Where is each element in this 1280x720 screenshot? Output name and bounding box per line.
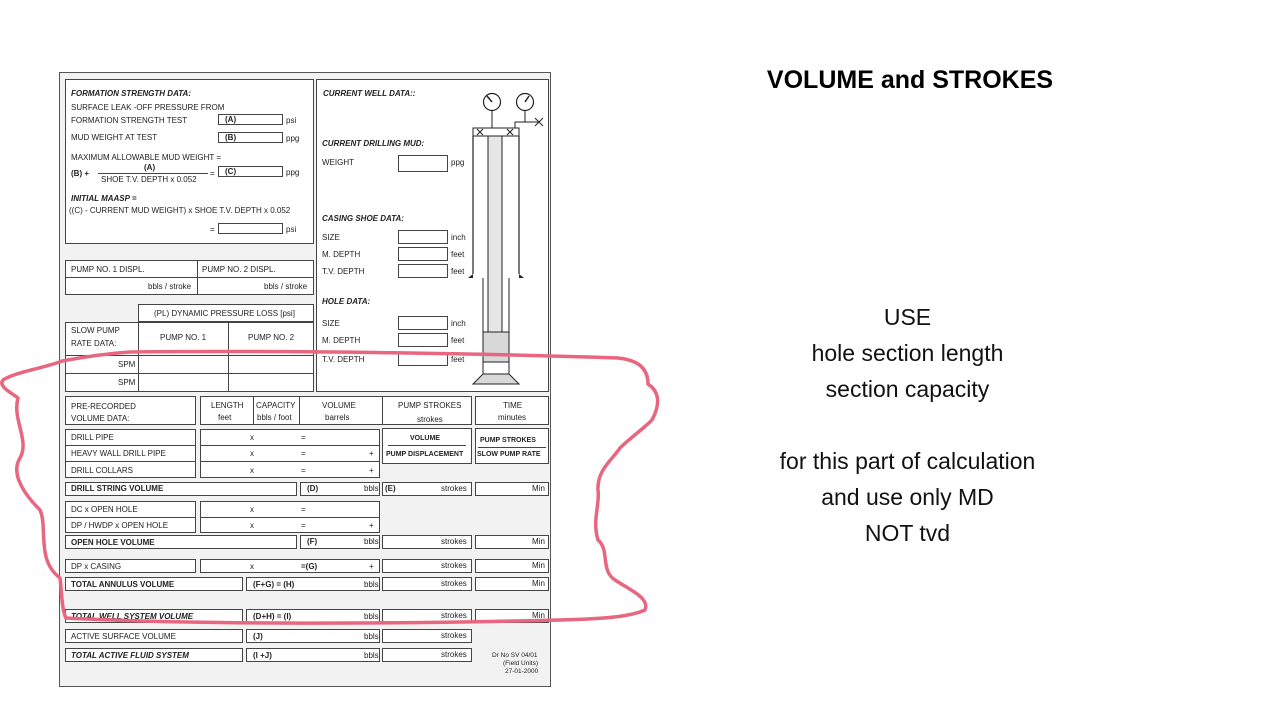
- strokes-formula-box: VOLUME PUMP DISPLACEMENT: [382, 428, 472, 464]
- leak-off-pressure-field[interactable]: (A): [218, 114, 283, 125]
- length-header: LENGTH: [211, 401, 244, 410]
- casing-tvd-label: T.V. DEPTH: [322, 267, 365, 276]
- current-mud-heading: CURRENT DRILLING MUD:: [322, 139, 425, 148]
- dp-oh-label: DP / HWDP x OPEN HOLE: [71, 521, 169, 530]
- active-surface-strokes-field[interactable]: strokes: [382, 629, 472, 643]
- mud-weight-test-label: MUD WEIGHT AT TEST: [71, 133, 158, 142]
- dpl-header: (PL) DYNAMIC PRESSURE LOSS [psi]: [138, 304, 314, 322]
- pump-no2-header: PUMP NO. 2: [248, 333, 295, 342]
- open-hole-calc[interactable]: x = x = +: [200, 501, 380, 533]
- drill-string-strokes-field[interactable]: (E) strokes: [382, 482, 472, 496]
- total-active-fluid-strokes-field[interactable]: strokes: [382, 648, 472, 662]
- volume-header: VOLUME: [322, 401, 356, 410]
- pump2-unit: bbls / stroke: [264, 282, 308, 291]
- fraction-numerator: (A): [144, 163, 156, 172]
- drill-string-calc[interactable]: x = x = + x = +: [200, 429, 380, 478]
- open-hole-volume-field[interactable]: (F) bbls: [300, 535, 380, 549]
- form-date: 27-01-2000: [505, 668, 539, 675]
- formation-heading: FORMATION STRENGTH DATA:: [71, 89, 191, 98]
- total-well-system-field[interactable]: (D+H) = (I) bbls: [246, 609, 380, 623]
- b-plus-label: (B) +: [71, 169, 89, 178]
- hole-size-unit: inch: [451, 319, 466, 328]
- note-line-1: USE: [883, 304, 932, 330]
- note-line-2: hole section length: [811, 340, 1004, 366]
- total-annulus-label-box: TOTAL ANNULUS VOLUME: [65, 577, 243, 591]
- fraction-denominator: SHOE T.V. DEPTH x 0.052: [101, 175, 197, 184]
- drill-string-volume-field[interactable]: (D) bbls: [300, 482, 380, 496]
- hole-tvd-label: T.V. DEPTH: [322, 355, 365, 364]
- total-active-fluid-field[interactable]: (I +J) bbls: [246, 648, 380, 662]
- casing-md-label: M. DEPTH: [322, 250, 361, 259]
- maasp-equals: =: [210, 225, 215, 234]
- total-well-system-time-field[interactable]: Min: [475, 609, 549, 623]
- casing-md-unit: feet: [451, 250, 465, 259]
- open-hole-time-field[interactable]: Min: [475, 535, 549, 549]
- dp-casing-strokes-field[interactable]: strokes: [382, 559, 472, 573]
- equals-sign: =: [210, 169, 215, 178]
- total-annulus-field[interactable]: (F+G) = (H) bbls: [246, 577, 380, 591]
- open-hole-strokes-field[interactable]: strokes: [382, 535, 472, 549]
- slide-title: VOLUME and STROKES: [766, 66, 1054, 94]
- hole-size-label: SIZE: [322, 319, 340, 328]
- hole-md-label: M. DEPTH: [322, 336, 361, 345]
- spm-label-2: SPM: [118, 378, 136, 387]
- ppg-unit-2: ppg: [286, 168, 300, 177]
- drill-pipe-label: DRILL PIPE: [71, 433, 114, 442]
- slow-pump-label-1: SLOW PUMP: [71, 326, 120, 335]
- leak-off-label-2: FORMATION STRENGTH TEST: [71, 116, 188, 125]
- maasp-heading: INITIAL MAASP =: [71, 194, 137, 203]
- note-line-6: NOT tvd: [864, 520, 951, 546]
- casing-size-label: SIZE: [322, 233, 340, 242]
- drill-string-volume-label-box: DRILL STRING VOLUME: [65, 482, 297, 496]
- capacity-unit: bbls / foot: [257, 413, 292, 422]
- max-mud-label: MAXIMUM ALLOWABLE MUD WEIGHT =: [71, 153, 222, 162]
- max-mud-field[interactable]: (C): [218, 166, 283, 177]
- total-active-fluid-label-box: TOTAL ACTIVE FLUID SYSTEM: [65, 648, 243, 662]
- current-well-heading: CURRENT WELL DATA::: [323, 89, 416, 98]
- drill-string-time-field[interactable]: Min: [475, 482, 549, 496]
- total-annulus-strokes-field[interactable]: strokes: [382, 577, 472, 591]
- pump1-unit: bbls / stroke: [148, 282, 192, 291]
- form-reference: Dr No SV 04/01: [492, 652, 538, 659]
- hwdp-label: HEAVY WALL DRILL PIPE: [71, 449, 166, 458]
- active-surface-field[interactable]: (J) bbls: [246, 629, 380, 643]
- pump2-displ-label: PUMP NO. 2 DISPL.: [202, 265, 276, 274]
- casing-shoe-heading: CASING SHOE DATA:: [322, 214, 404, 223]
- pump-strokes-header: PUMP STROKES strokes: [382, 396, 472, 425]
- pump1-displ-label: PUMP NO. 1 DISPL.: [71, 265, 145, 274]
- pre-recorded-header: PRE-RECORDED VOLUME DATA:: [65, 396, 196, 425]
- weight-unit: ppg: [451, 158, 465, 167]
- time-header: TIME minutes: [475, 396, 549, 425]
- ppg-unit: ppg: [286, 134, 300, 143]
- total-well-system-label-box: TOTAL WELL SYSTEM VOLUME: [65, 609, 243, 623]
- dp-casing-label-box: DP x CASING: [65, 559, 196, 573]
- open-hole-volume-label-box: OPEN HOLE VOLUME: [65, 535, 297, 549]
- total-annulus-time-field[interactable]: Min: [475, 577, 549, 591]
- hole-tvd-unit: feet: [451, 355, 465, 364]
- volume-unit: barrels: [325, 413, 350, 422]
- casing-size-unit: inch: [451, 233, 466, 242]
- pump-no1-header: PUMP NO. 1: [160, 333, 207, 342]
- leak-off-label-1: SURFACE LEAK -OFF PRESSURE FROM: [71, 103, 225, 112]
- dc-oh-label: DC x OPEN HOLE: [71, 505, 138, 514]
- dp-casing-calc[interactable]: x =(G) +: [200, 559, 380, 573]
- capacity-header: CAPACITY: [256, 401, 296, 410]
- note-line-3: section capacity: [825, 376, 990, 402]
- form-units: (Field Units): [503, 660, 539, 667]
- time-formula-box: PUMP STROKES SLOW PUMP RATE: [475, 428, 549, 464]
- spm-label-1: SPM: [118, 360, 136, 369]
- hole-data-heading: HOLE DATA:: [322, 297, 371, 306]
- total-well-system-strokes-field[interactable]: strokes: [382, 609, 472, 623]
- psi-unit-2: psi: [286, 225, 297, 234]
- length-unit: feet: [218, 413, 232, 422]
- note-line-5: and use only MD: [821, 484, 994, 510]
- active-surface-label-box: ACTIVE SURFACE VOLUME: [65, 629, 243, 643]
- casing-tvd-unit: feet: [451, 267, 465, 276]
- weight-label: WEIGHT: [322, 158, 354, 167]
- mud-weight-test-field[interactable]: (B): [218, 132, 283, 143]
- dp-casing-time-field[interactable]: Min: [475, 559, 549, 573]
- slow-pump-label-2: RATE DATA:: [71, 339, 117, 348]
- psi-unit: psi: [286, 116, 297, 125]
- maasp-formula: ((C) - CURRENT MUD WEIGHT) x SHOE T.V. DEPTH x 0.052: [69, 206, 291, 215]
- hole-md-unit: feet: [451, 336, 465, 345]
- drill-collars-label: DRILL COLLARS: [71, 466, 133, 475]
- note-line-4: for this part of calculation: [779, 448, 1036, 474]
